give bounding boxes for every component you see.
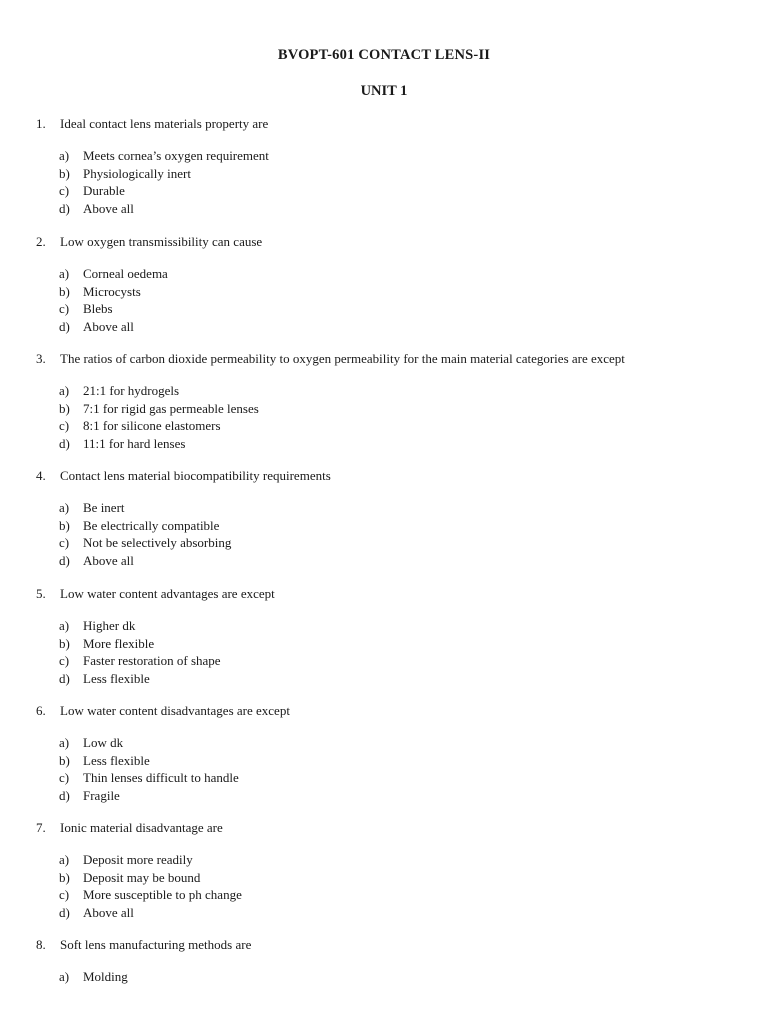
question-text: Low water content advantages are except xyxy=(60,586,275,601)
option-text: 8:1 for silicone elastomers xyxy=(83,418,221,434)
option-item xyxy=(0,265,740,283)
option-item xyxy=(0,534,740,552)
question-number: 3. xyxy=(36,351,46,366)
option-text: Less flexible xyxy=(83,670,150,686)
option-letter: d) xyxy=(59,904,70,920)
option-text: Above all xyxy=(83,904,134,920)
question-number: 7. xyxy=(36,820,46,835)
option-list xyxy=(0,851,740,921)
option-text: Fragile xyxy=(83,787,120,803)
question-text: Low oxygen transmissibility can cause xyxy=(60,234,263,249)
option-item xyxy=(0,635,740,653)
unit-heading: UNIT 1 xyxy=(360,83,408,99)
option-text: Faster restoration of shape xyxy=(83,653,221,669)
question-text: Ideal contact lens materials property are xyxy=(60,116,269,131)
question-number: 2. xyxy=(36,234,46,249)
question-item xyxy=(0,585,740,687)
option-item xyxy=(0,552,740,570)
option-letter: d) xyxy=(59,200,70,216)
option-letter: c) xyxy=(59,770,70,786)
option-letter: c) xyxy=(59,183,70,199)
option-text: Microcysts xyxy=(83,283,141,299)
option-letter: b) xyxy=(59,752,70,768)
option-text: Deposit more readily xyxy=(83,852,193,867)
question-text: Ionic material disadvantage are xyxy=(60,820,223,835)
option-text: Not be selectively absorbing xyxy=(83,535,232,551)
option-letter: b) xyxy=(59,400,70,416)
option-letter: a) xyxy=(59,266,70,281)
option-letter: c) xyxy=(59,418,70,434)
option-item xyxy=(0,318,740,336)
option-letter: d) xyxy=(59,552,70,568)
option-text: Corneal oedema xyxy=(83,266,168,281)
option-list xyxy=(0,265,740,335)
option-letter: b) xyxy=(59,869,70,885)
option-item xyxy=(0,283,740,301)
option-text: Meets cornea’s oxygen requirement xyxy=(83,148,269,163)
question-item xyxy=(0,115,740,217)
option-text: Thin lenses difficult to handle xyxy=(83,770,239,786)
option-letter: a) xyxy=(59,618,70,633)
option-item xyxy=(0,300,740,318)
option-item xyxy=(0,617,740,635)
option-letter: d) xyxy=(59,318,70,334)
option-letter: a) xyxy=(59,735,70,750)
option-letter: a) xyxy=(59,500,70,515)
option-item xyxy=(0,652,740,670)
option-item xyxy=(0,435,740,453)
document-title: BVOPT-601 CONTACT LENS-II xyxy=(277,47,491,63)
option-list xyxy=(0,734,740,804)
option-text: Above all xyxy=(83,552,134,568)
option-text: 21:1 for hydrogels xyxy=(83,383,180,398)
option-item xyxy=(0,869,740,887)
option-list xyxy=(0,968,740,986)
option-text: Deposit may be bound xyxy=(83,869,201,885)
option-letter: b) xyxy=(59,283,70,299)
option-letter: b) xyxy=(59,635,70,651)
option-item xyxy=(0,968,740,986)
option-letter: a) xyxy=(59,383,70,398)
option-list xyxy=(0,382,740,452)
option-letter: d) xyxy=(59,787,70,803)
question-text: Low water content disadvantages are except xyxy=(60,703,290,718)
option-text: Above all xyxy=(83,318,134,334)
option-text: Durable xyxy=(83,183,125,199)
option-letter: c) xyxy=(59,301,70,317)
option-item xyxy=(0,517,740,535)
question-number: 1. xyxy=(36,116,46,131)
option-item xyxy=(0,382,740,400)
option-item xyxy=(0,851,740,869)
option-text: Less flexible xyxy=(83,752,150,768)
option-text: Low dk xyxy=(83,735,124,750)
option-text: Be inert xyxy=(83,500,125,515)
option-item xyxy=(0,400,740,418)
option-text: 7:1 for rigid gas permeable lenses xyxy=(83,400,259,416)
question-number: 5. xyxy=(36,586,46,601)
question-text: The ratios of carbon dioxide permeability to oxygen permeability for the main material categories are except xyxy=(60,351,625,366)
option-item xyxy=(0,499,740,517)
option-item xyxy=(0,417,740,435)
option-item xyxy=(0,769,740,787)
option-list xyxy=(0,617,740,687)
option-letter: c) xyxy=(59,535,70,551)
question-item xyxy=(0,936,740,986)
option-item xyxy=(0,752,740,770)
option-text: More susceptible to ph change xyxy=(83,887,242,903)
question-text: Soft lens manufacturing methods are xyxy=(60,937,252,952)
option-text: Blebs xyxy=(83,301,113,317)
question-text: Contact lens material biocompatibility requirements xyxy=(60,468,331,483)
option-letter: a) xyxy=(59,148,70,163)
question-item xyxy=(0,702,740,804)
option-text: 11:1 for hard lenses xyxy=(83,435,186,451)
question-number: 4. xyxy=(36,468,46,483)
option-letter: d) xyxy=(59,670,70,686)
option-item xyxy=(0,182,740,200)
option-item xyxy=(0,147,740,165)
option-item xyxy=(0,904,740,922)
option-text: Higher dk xyxy=(83,618,136,633)
option-text: Above all xyxy=(83,200,134,216)
question-item xyxy=(0,350,740,452)
question-number: 6. xyxy=(36,703,46,718)
question-number: 8. xyxy=(36,937,46,952)
option-letter: a) xyxy=(59,969,70,984)
option-item xyxy=(0,200,740,218)
option-item xyxy=(0,165,740,183)
question-item xyxy=(0,467,740,569)
option-item xyxy=(0,886,740,904)
option-letter: c) xyxy=(59,887,70,903)
question-item xyxy=(0,233,740,335)
option-letter: b) xyxy=(59,165,70,181)
option-item xyxy=(0,734,740,752)
option-list xyxy=(0,147,740,217)
option-list xyxy=(0,499,740,569)
option-letter: a) xyxy=(59,852,70,867)
option-text: Molding xyxy=(83,969,128,984)
option-text: Be electrically compatible xyxy=(83,517,220,533)
option-text: Physiologically inert xyxy=(83,165,191,181)
option-letter: d) xyxy=(59,435,70,451)
option-text: More flexible xyxy=(83,635,155,651)
question-item xyxy=(0,819,740,921)
option-letter: b) xyxy=(59,517,70,533)
option-letter: c) xyxy=(59,653,70,669)
option-item xyxy=(0,670,740,688)
option-item xyxy=(0,787,740,805)
